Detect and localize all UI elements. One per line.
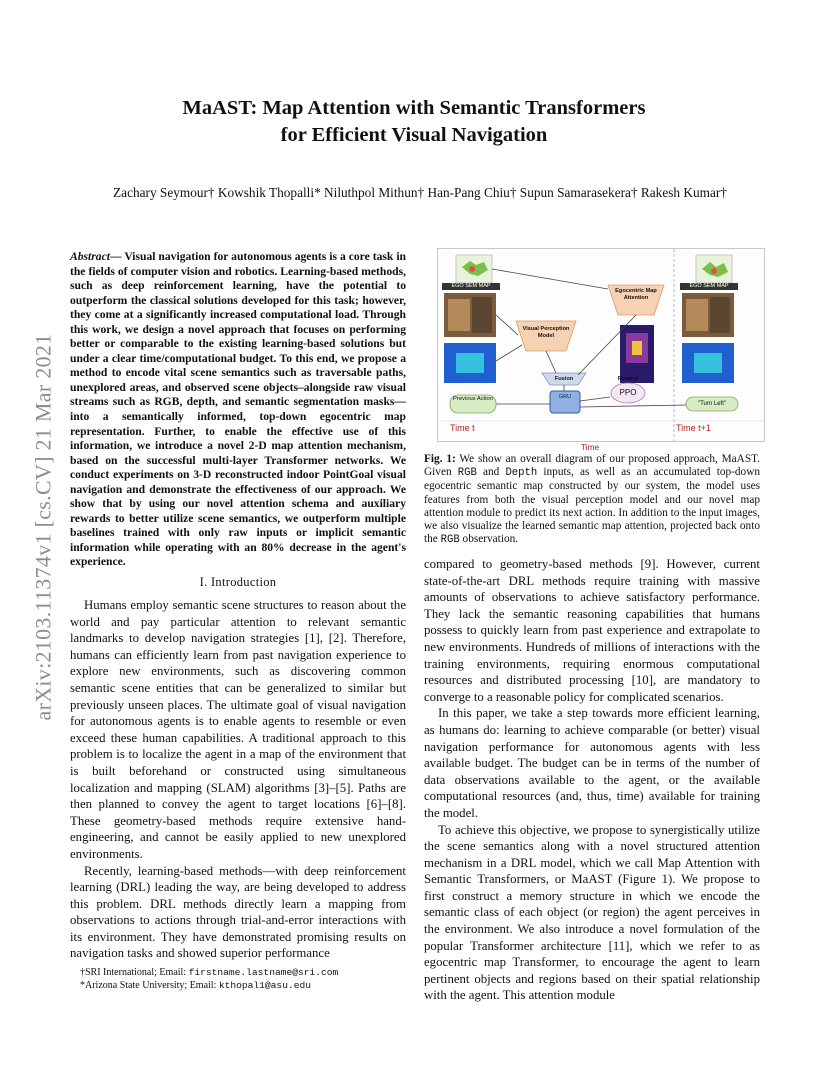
footnote-sri-text: †SRI International; Email: [80,967,189,978]
caption-text-4: observation. [459,533,519,546]
abstract [70,250,406,570]
turn-left-label: "Turn Left" [697,401,727,407]
time-t-label: Time t [450,423,475,433]
caption-text-1: We show an overall diagram of our proposed approach, MaAST. Given [424,453,761,479]
right-paragraph-2: In this paper, we take a step towards more efficient learning, as humans do: learning to achieve comparable (or better) visual navigation performance for autonomous agents with less available budget. The budget can be in terms of the number of data observations available to the agent, or the available computational resources (and, thus, time) available for training the model. [424,706,760,820]
caption-text-3: inputs, as well as an accumulated top-down egocentric semantic map constructed by our system, the model uses features from both the visual perception model and our novel map attention module to predict its next action. In addition to the input images, we also visualize the learned semantic map attention, projected back onto the [424,466,761,546]
figure-1-svg [438,249,764,441]
ppo-label: PPO [619,388,637,397]
caption-rgb-term-2: RGB [440,534,460,547]
footnote-sri-email: firstname.lastname@sri.com [188,967,339,978]
caption-rgb-term: RGB [457,467,477,480]
figure-caption [424,453,760,547]
left-map-label: EGO SEM MAP [442,283,500,290]
time-t1-label: Time t+1 [676,423,711,433]
paper-title-line-1: MaAST: Map Attention with Semantic Transformers [182,97,646,119]
intro-paragraph-1: Humans employ semantic scene structures to reason about the world and pay particular attention to relevant semantic landmarks to develop navigation strategies [1], [2]. Therefore, humans can efficiently learn from past navigation experience to explore new environments, such as discovering common semantic scene entities that can be generalized to similar but previously unseen places. The ultimate goal of visual navigation for autonomous agents is to enable agents to resemble or even exceed these human capabilities. A traditional approach to this problem is to localize the agent in a map of the environment that is built beforehand or constructed using simultaneous localization and mapping (SLAM) algorithms [3]–[5]. Paths are then planned to convey the agent to target locations [6]–[8]. These geometry-based methods require extensive hand-engineering, and cannot be easily applied to new unexplored environments. [70,598,406,861]
right-map-label: EGO SEM MAP [680,283,738,290]
right-paragraph-3: To achieve this objective, we propose to synergistically utilize the scene semantics along with a novel structured attention mechanism in a DRL model, which we call Map Attention with Semantic Transformers, or MaAST (Figure 1). We propose to first construct a memory structure in which we encode the semantic class of each object (or region) the agent perceives in the environment. We also introduce a novel formulation of the popular Transformer architecture [11], which we refer to as egocentric map Transformer, to encourage the agent to learn pertinent objects and regions based on their spatial relationship with the agent. This attention module [424,822,760,1003]
intro-right-column [424,556,760,1004]
arxiv-stamp-text: arXiv:2103.11374v1 [cs.CV] 21 Mar 2021 [30,333,56,721]
abstract-text: — Visual navigation for autonomous agents is a core task in the fields of computer vision and robotics. Learning-based methods, such as deep reinforcement learning, have the potential to outperform the classical solutions developed for this task; however, they come at a significantly increased computational load. Through this work, we design a novel approach that focuses on performing better or comparable to the existing learning-based solutions but under a clear time/computational budget. To this end, we propose a method to encode vital scene semantics such as traversable paths, unexplored areas, and observed scene objects–alongside raw visual streams such as RGB, depth, and semantic segmentation masks—into a semantically informed, top-down egocentric map representation. Further, to enable the effective use of this information, we introduce a novel 2-D map attention mechanism, based on the successful multi-layer Transformer networks. We conduct experiments on 3-D reconstructed indoor PointGoal visual navigation and demonstrate the effectiveness of our approach. We show that by using our novel attention schema and auxiliary rewards to better utilize scene semantics, we outperform multiple baselines trained with only raw inputs or implicit semantic information while operating with an 80% decrease in the agent's experience. [70,250,406,569]
footnote-asu-text: *Arizona State University; Email: [80,980,219,991]
paper-title-line-2: for Efficient Visual Navigation [280,124,548,146]
abstract-label: Abstract [70,250,110,263]
footnote-sri [80,966,410,979]
previous-action-label: Previous Action [453,396,493,402]
author-list: Zachary Seymour† Kowshik Thopalli* Niluthpol Mithun† Han-Pang Chiu† Supun Samarasekera† Rakesh Kumar† [113,185,727,200]
section-heading-text: I. Introduction [199,575,277,589]
figure-1-diagram [437,248,765,442]
attention-label: Egocentric Map Attention [615,288,657,302]
reward-label: Reward [617,376,639,382]
section-heading [70,575,406,590]
footnote-asu-email: kthopal1@asu.edu [218,980,311,991]
arxiv-side-stamp [18,292,68,762]
caption-depth-term: Depth [505,467,538,480]
footnotes [80,966,410,992]
footnote-asu [80,979,410,992]
gru-label: GRU [558,394,572,400]
fusion-label: Fusion [554,376,574,382]
intro-left-column [70,597,406,962]
time-axis-label: Time [580,442,600,452]
intro-paragraph-2: Recently, learning-based methods—with deep reinforcement learning (DRL) leading the way, are being developed to address this problem. DRL methods directly learn a mapping from observations to actions through trial-and-error interactions with its environment. They have demonstrated promising results on navigation tasks and showed superior performance [70,863,406,961]
vpm-label: Visual Perception Model [522,326,570,339]
caption-text-2: and [476,466,506,479]
caption-label: Fig. 1: [424,453,456,465]
right-paragraph-1: compared to geometry-based methods [9]. However, current state-of-the-art DRL methods require training with massive amounts of observations to achieve satisfactory performance. They lack the semantic reasoning capabilities that humans possess to quickly learn from past experience and extrapolate to new environments. Hundreds of millions of interactions with the training environments, requiring enormous computational resources and distributed processing [10], are mandatory to converge to a reasonable policy for complicated scenarios. [424,557,760,704]
